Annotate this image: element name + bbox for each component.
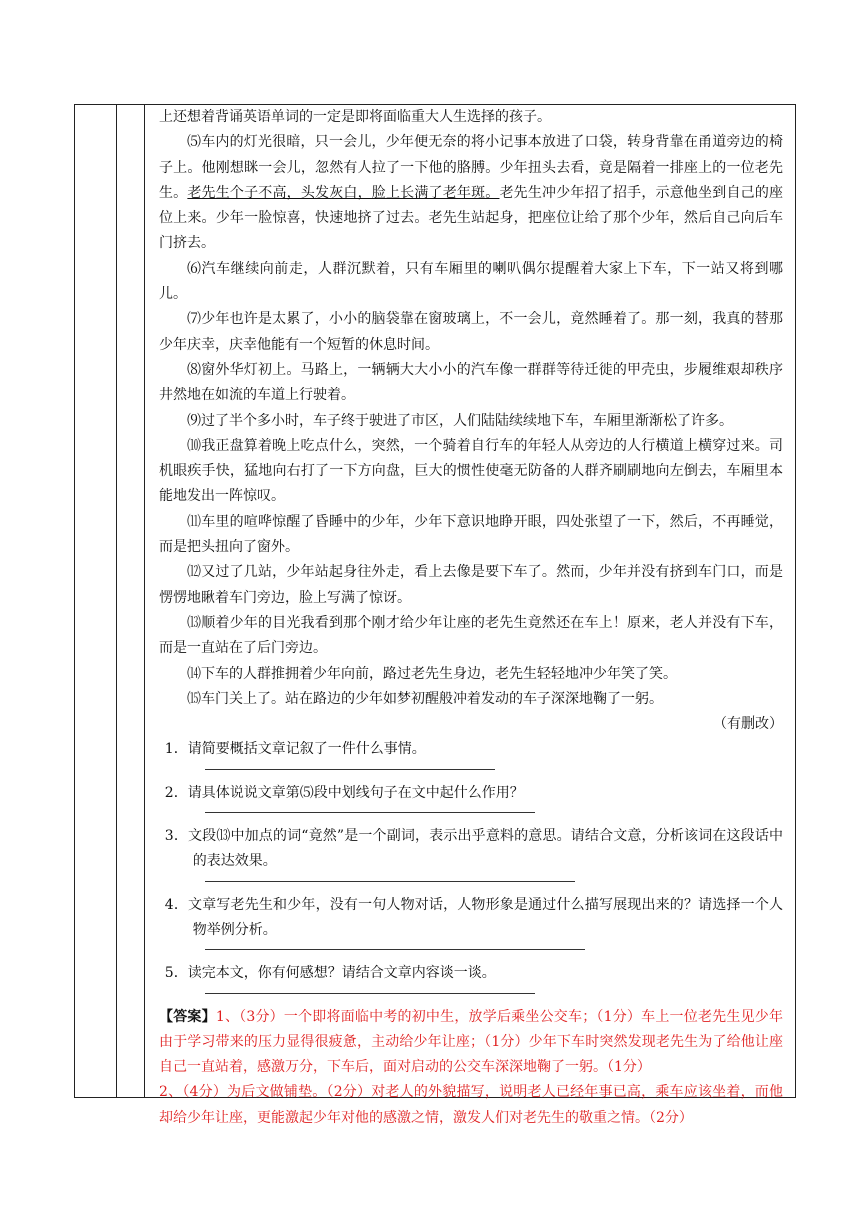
answer-part-2: 2、（4分）为后文做铺垫。（2分）对老人的外貌描写，说明老人已经年事已高，乘车应该坐着，而他却给少年让座，更能激起少年对他的感激之情，激发人们对老先生的敬重之情。（2分） [159, 1084, 783, 1126]
paragraph-9: ⑼过了半个多小时，车子终于驶进了市区，人们陆陆续续地下车，车厢里渐渐松了许多。 [187, 412, 733, 429]
paragraph-6: ⑹汽车继续向前走，人群沉默着，只有车厢里的喇叭偶尔提醒着大家上下车，下一站又将到哪儿。 [159, 260, 783, 303]
answer-line-1[interactable] [205, 769, 495, 770]
paragraph-continuation: 上还想着背诵英语单词的一定是即将面临重大人生选择的孩子。 [159, 109, 551, 125]
document-table [74, 104, 796, 1126]
question-3: 3．文段⒀中加点的词“竟然”是一个副词，表示出乎意料的意思。请结合文意，分析该词在这段话中的表达效果。 [164, 828, 783, 870]
paragraph-12: ⑿又过了几站，少年站起身往外走，看上去像是要下车了。然而，少年并没有挤到车门口，而是愣愣地瞅着车门旁边，脸上写满了惊讶。 [159, 564, 783, 606]
answer-line-4[interactable] [205, 949, 585, 950]
underlined-sentence: 老先生个子不高，头发灰白，脸上长满了老年斑。 [187, 184, 500, 201]
paragraph-11: ⑾车里的喧哗惊醒了昏睡中的少年，少年下意识地睁开眼，四处张望了一下，然后，不再睡觉，而是把头扭向了窗外。 [159, 513, 783, 556]
source-note: （有删改） [713, 716, 783, 733]
paragraph-14: ⒁下车的人群推拥着少年向前，路过老先生身边，老先生轻轻地冲少年笑了笑。 [187, 665, 677, 682]
paragraph-15: ⒂车门关上了。站在路边的少年如梦初醒般冲着发动的车子深深地鞠了一躬。 [187, 690, 663, 707]
question-2: 2．请具体说说文章第⑸段中划线句子在文中起什么作用？ [164, 784, 524, 801]
paragraph-10: ⑽我正盘算着晚上吃点什么，突然，一个骑着自行车的年轻人从旁边的人行横道上横穿过来。司机眼疾手快，猛地向右打了一下方向盘，巨大的惯性使毫无防备的人群齐刷刷地向左倒去，车厢里本能地发出一阵惊叹。 [159, 437, 783, 505]
paragraph-5: ⑸车内的灯光很暗，只一会儿，少年便无奈的将小记事本放进了口袋，转身背靠在甬道旁边的椅子上。他刚想眯一会儿，忽然有人拉了一下他的胳膊。少年扭头去看，竟是隔着一排座上的一位老先生。老先生个子不高，头发灰白，脸上长满了老年斑。老先生冲少年招了招手，示意他坐到自己的座位上来。少年一脸惊喜，快速地挤了过去。老先生站起身，把座位让给了那个少年，然后自己向后车门挤去。 [159, 134, 784, 252]
table-column-2 [117, 105, 145, 1097]
content-cell [159, 105, 783, 1131]
answer-line-2[interactable] [205, 812, 535, 813]
answer-line-5[interactable] [205, 993, 535, 994]
paragraph-13: ⒀顺着少年的目光我看到那个刚才给少年让座的老先生竟然还在车上！原来，老人并没有下车，而是一直站在了后门旁边。 [159, 614, 783, 657]
answer-line-3[interactable] [205, 881, 575, 882]
table-column-1 [75, 105, 117, 1097]
question-1: 1．请简要概括文章记叙了一件什么事情。 [164, 741, 426, 758]
paragraph-8: ⑻窗外华灯初上。马路上，一辆辆大大小小的汽车像一群群等待迁徙的甲壳虫，步履维艰却秩序井然地在如流的车道上行驶着。 [159, 361, 783, 404]
question-5: 5．读完本文，你有何感想？请结合文章内容谈一谈。 [164, 965, 496, 982]
answer-label: 【答案】 [159, 1008, 216, 1025]
paragraph-7: ⑺少年也许是太累了，小小的脑袋靠在窗玻璃上，不一会儿，竟然睡着了。那一刻，我真的替那少年庆幸，庆幸他能有一个短暂的休息时间。 [159, 311, 783, 353]
answer-part-1: 【答案】1、（3分）一个即将面临中考的初中生，放学后乘坐公交车；（1分）车上一位老先生见少年由于学习带来的压力显得很疲惫，主动给少年让座；（1分）少年下车时突然发现老先生为了给他让座自己一直站着，感激万分，下车后，面对启动的公交车深深地鞠了一躬。（1分） [159, 1008, 783, 1076]
question-4: 4．文章写老先生和少年，没有一句人物对话，人物形象是通过什么描写展现出来的？请选择一个人物举例分析。 [164, 896, 783, 938]
